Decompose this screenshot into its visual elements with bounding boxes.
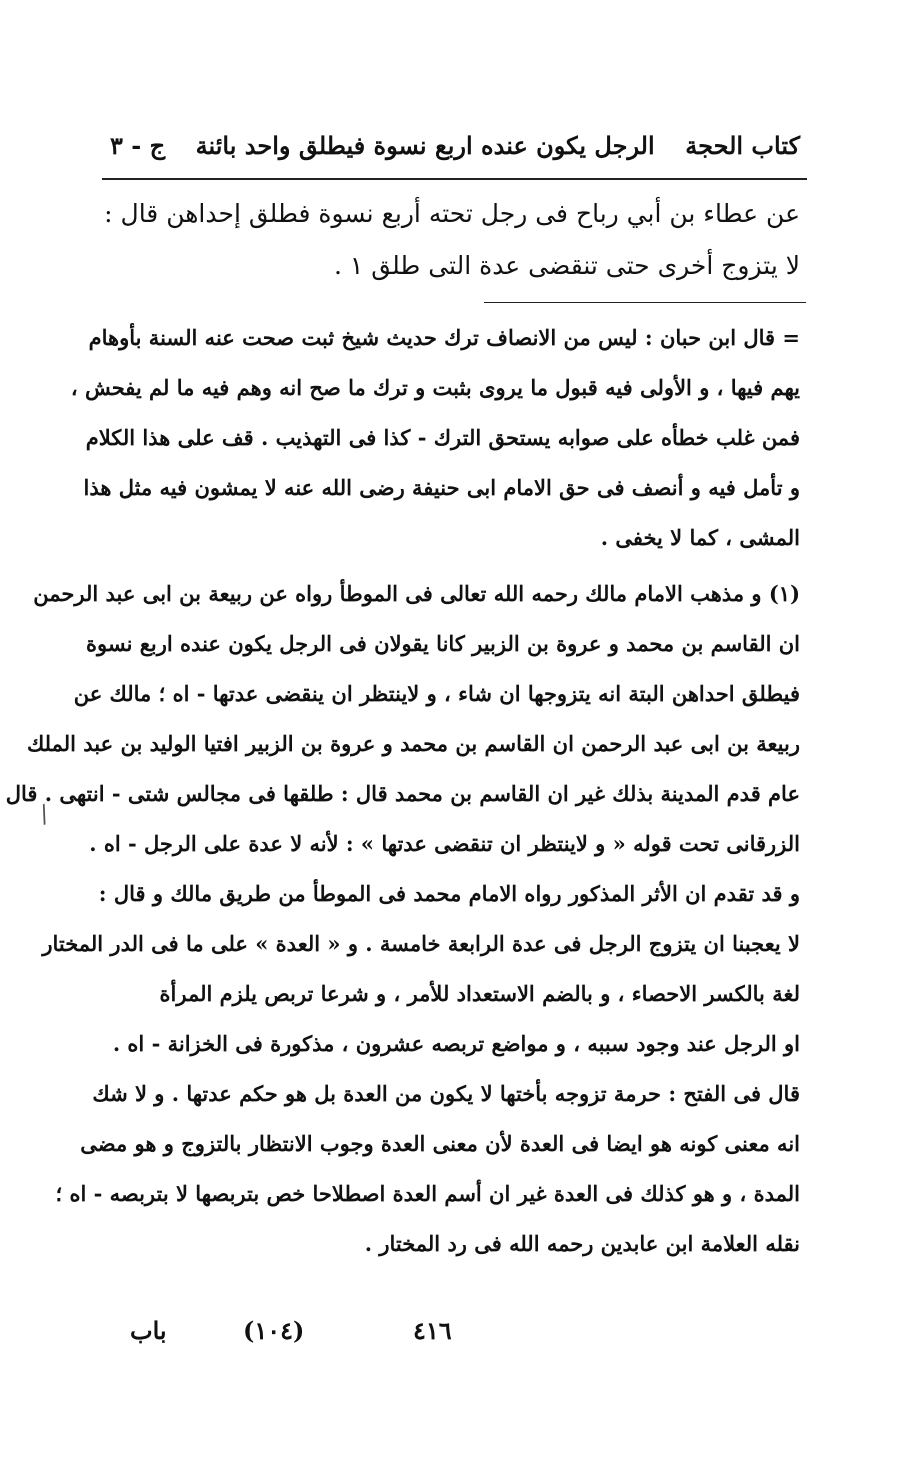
continued-note-line: المشى ، كما لا يخفى . [600, 525, 800, 550]
footnote-line: عام قدم المدينة بذلك غير ان القاسم بن محمد قال : طلقها فى مجالس شتى - انتهى . قال [5, 781, 800, 806]
footnote-line: الزرقانى تحت قوله « و لاينتظر ان تنقضى عدتها » : لأنه لا عدة على الرجل - اه . [89, 831, 800, 856]
main-text [104, 188, 800, 292]
signature-number: (١٠٤) [243, 1316, 305, 1345]
book-title: كتاب الحجة [685, 130, 800, 160]
catchword: باب [130, 1316, 167, 1345]
footnote-line: او الرجل عند وجود سببه ، و مواضع تربصه عشرون ، مذكورة فى الخزانة - اه . [112, 1031, 800, 1056]
chapter-title: الرجل يكون عنده اربع نسوة فيطلق واحد بائنة [195, 130, 655, 160]
footnote-line: انه معنى كونه هو ايضا فى العدة لأن معنى العدة وجوب الانتظار بالتزوج و هو مضى [80, 1131, 800, 1156]
footnote-line: قال فى الفتح : حرمة تزوجه بأختها لا يكون من العدة بل هو حكم عدتها . و لا شك [92, 1081, 800, 1106]
continued-note-line: = قال ابن حبان : ليس من الانصاف ترك حديث شيخ ثبت صحت عنه السنة بأوهام [88, 325, 800, 350]
header-rule [102, 178, 807, 180]
running-header [110, 120, 800, 170]
main-text-line: لا يتزوج أخرى حتى تنقضى عدة التى طلق ١ . [333, 251, 800, 280]
continued-note-line: و تأمل فيه و أنصف فى حق الامام ابى حنيفة رضى الله عنه لا يمشون فيه مثل هذا [83, 475, 800, 500]
footnote-line: ان القاسم بن محمد و عروة بن الزبير كانا يقولان فى الرجل يكون عنده اربع نسوة [86, 631, 800, 656]
footnotes [5, 313, 800, 1269]
footnote-line: (١) و مذهب الامام مالك رحمه الله تعالى فى الموطأ رواه عن ربيعة بن ابى عبد الرحمن [33, 581, 800, 606]
margin-pencil-mark: / [35, 799, 53, 829]
footnote-line: و قد تقدم ان الأثر المذكور رواه الامام محمد فى الموطأ من طريق مالك و قال : [98, 881, 800, 906]
page-number: ٤١٦ [413, 1316, 452, 1345]
main-text-line: عن عطاء بن أبي رباح فى رجل تحته أربع نسوة فطلق إحداهن قال : [104, 199, 800, 228]
footnote-line: المدة ، و هو كذلك فى العدة غير ان أسم العدة اصطلاحا خص بتربصها لا بتربصه - اه ؛ [55, 1181, 800, 1206]
footnote-line: نقله العلامة ابن عابدين رحمه الله فى رد المختار . [364, 1231, 800, 1256]
page-footer [118, 1316, 748, 1356]
volume-number: ج - ٣ [110, 130, 166, 160]
footnote-line: لغة بالكسر الاحصاء ، و بالضم الاستعداد للأمر ، و شرعا تربص يلزم المرأة [159, 981, 800, 1006]
continued-note-line: يهم فيها ، و الأولى فيه قبول ما يروى بثبت و ترك ما صح انه وهم فيه ما لم يفحش ، [70, 375, 800, 400]
footnote-line: ربيعة بن ابى عبد الرحمن ان القاسم بن محمد و عروة بن الزبير افتيا الوليد بن عبد الملك [26, 731, 800, 756]
footnote-line: فيطلق احداهن البتة انه يتزوجها ان شاء ، و لاينتظر ان ينقضى عدتها - اه ؛ مالك عن [73, 681, 800, 706]
footnote-line: لا يعجبنا ان يتزوج الرجل فى عدة الرابعة خامسة . و « العدة » على ما فى الدر المختار [42, 931, 800, 956]
footnote-separator [484, 302, 806, 303]
continued-note-line: فمن غلب خطأه على صوابه يستحق الترك - كذا فى التهذيب . قف على هذا الكلام [85, 425, 800, 450]
